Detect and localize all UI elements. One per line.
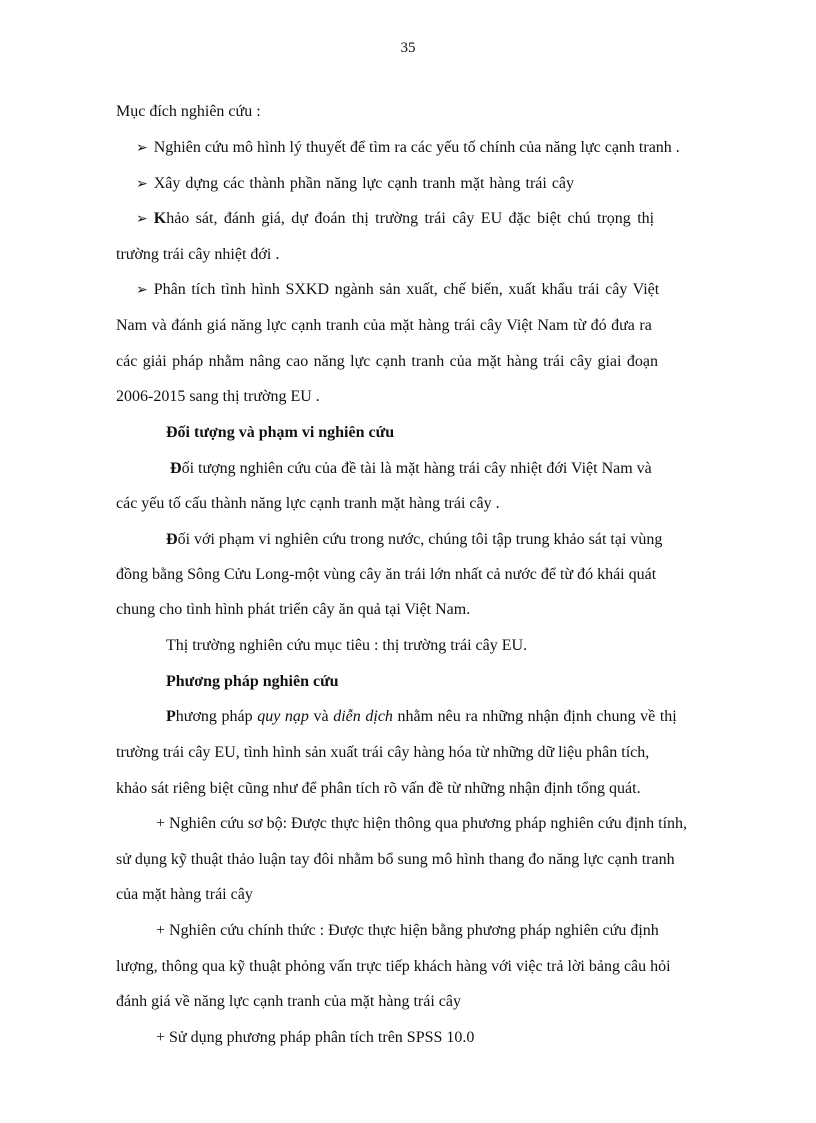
scope-paragraph-1-line-1 <box>170 459 652 479</box>
scope-paragraph-2-text: ối với phạm vi nghiên cứu trong nước, chúng tôi tập trung khảo sát tại vùng <box>177 531 663 548</box>
method-term-inductive: quy nạp <box>257 708 309 725</box>
purpose-item-4-line-1 <box>136 280 659 301</box>
purpose-heading: Mục đích nghiên cứu : <box>116 103 261 120</box>
purpose-item-3-initial: K <box>153 210 167 227</box>
scope-paragraph-2-line-2: đồng bằng Sông Cửu Long-một vùng cây ăn trái lớn nhất cả nước để từ đó khái quát <box>116 566 657 583</box>
purpose-item-1 <box>136 138 680 159</box>
method-paragraph-1-line-1 <box>166 707 677 727</box>
scope-paragraph-2-line-1 <box>166 530 662 550</box>
method-paragraph-1-line-3: khảo sát riêng biệt cũng như để phân tích rõ vấn đề từ những nhận định tổng quát. <box>116 780 641 797</box>
method-term-deductive: diễn dịch <box>333 708 393 725</box>
method-paragraph-1-text-a: hương pháp <box>175 708 258 725</box>
scope-paragraph-1-line-2: các yếu tố cấu thành năng lực cạnh tranh mặt hàng trái cây . <box>116 495 500 512</box>
arrow-bullet-icon: ➢ <box>136 283 148 298</box>
method-preliminary-line-3: của mặt hàng trái cây <box>116 886 253 903</box>
purpose-item-2 <box>136 174 574 195</box>
method-preliminary-line-2: sử dụng kỹ thuật thảo luận tay đôi nhằm bổ sung mô hình thang đo năng lực cạnh tranh <box>116 851 675 868</box>
scope-heading: Đối tượng và phạm vi nghiên cứu <box>166 424 395 441</box>
purpose-item-4-text: Phân tích tình hình SXKD ngành sản xuất, chế biến, xuất khẩu trái cây Việt <box>153 281 660 298</box>
purpose-item-4-line-3: các giải pháp nhằm nâng cao năng lực cạnh tranh của mặt hàng trái cây giai đoạn <box>116 353 658 370</box>
scope-paragraph-1-text: ối tượng nghiên cứu của đề tài là mặt hàng trái cây nhiệt đới Việt Nam và <box>181 460 652 477</box>
purpose-item-4-line-4: 2006-2015 sang thị trường EU . <box>116 388 320 405</box>
purpose-item-2-text: Xây dựng các thành phần năng lực cạnh tranh mặt hàng trái cây <box>153 175 575 192</box>
method-paragraph-1-line-2: trường trái cây EU, tình hình sản xuất trái cây hàng hóa từ những dữ liệu phân tích, <box>116 744 650 761</box>
method-formal-line-3: đánh giá về năng lực cạnh tranh của mặt hàng trái cây <box>116 993 461 1010</box>
purpose-item-3-text: hảo sát, đánh giá, dự đoán thị trường trái cây EU đặc biệt chú trọng thị <box>166 210 655 227</box>
method-paragraph-1-text-e: nhằm nêu ra những nhận định chung về thị <box>392 708 677 725</box>
method-spss: + Sử dụng phương pháp phân tích trên SPSS 10.0 <box>156 1029 475 1046</box>
method-heading: Phương pháp nghiên cứu <box>166 673 339 690</box>
scope-paragraph-2-line-3: chung cho tình hình phát triển cây ăn quả tại Việt Nam. <box>116 601 471 618</box>
page-number: 35 <box>400 40 416 56</box>
scope-paragraph-2-initial: Đ <box>166 531 178 548</box>
arrow-bullet-icon: ➢ <box>136 177 148 192</box>
scope-target-market: Thị trường nghiên cứu mục tiêu : thị trường trái cây EU. <box>166 637 528 654</box>
purpose-item-3-line-1 <box>136 209 654 230</box>
arrow-bullet-icon: ➢ <box>136 141 148 156</box>
purpose-item-3-line-2: trường trái cây nhiệt đới . <box>116 246 280 263</box>
scope-paragraph-1-initial: Đ <box>170 460 182 477</box>
method-formal-line-2: lượng, thông qua kỹ thuật phỏng vấn trực tiếp khách hàng với việc trả lời bảng câu hỏi <box>116 958 671 975</box>
method-paragraph-1-initial: P <box>166 708 176 725</box>
method-paragraph-1-text-c: và <box>308 708 334 725</box>
method-formal-line-1: + Nghiên cứu chính thức : Được thực hiện bằng phương pháp nghiên cứu định <box>156 922 659 939</box>
purpose-item-1-text: Nghiên cứu mô hình lý thuyết để tìm ra các yếu tố chính của năng lực cạnh tranh . <box>153 139 680 156</box>
purpose-item-4-line-2: Nam và đánh giá năng lực cạnh tranh của mặt hàng trái cây Việt Nam từ đó đưa ra <box>116 317 652 334</box>
method-preliminary-line-1: + Nghiên cứu sơ bộ: Được thực hiện thông qua phương pháp nghiên cứu định tính, <box>156 815 688 832</box>
arrow-bullet-icon: ➢ <box>136 212 148 227</box>
